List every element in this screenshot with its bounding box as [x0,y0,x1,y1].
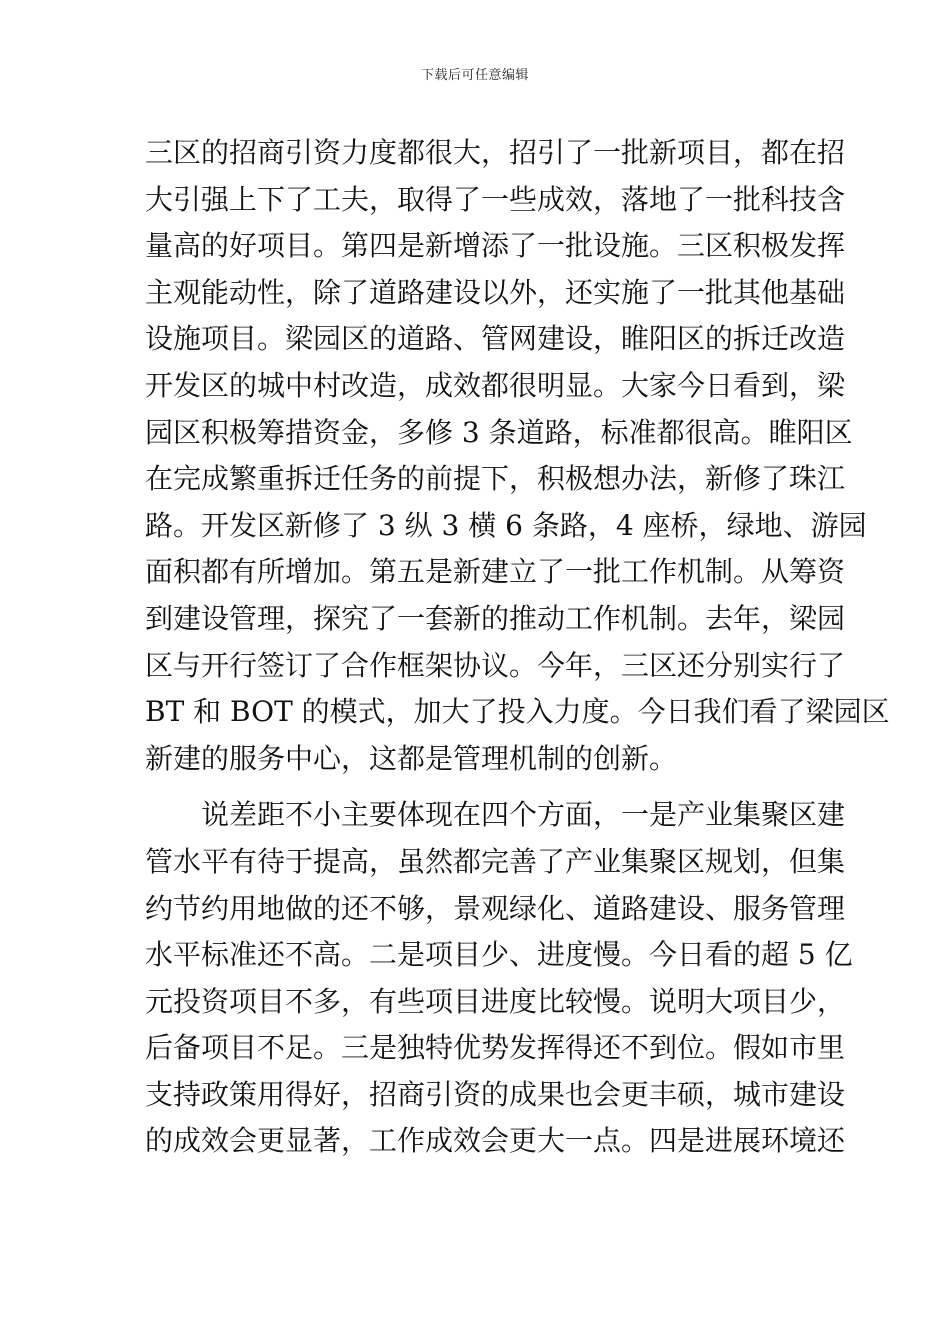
text-line: 园区积极筹措资金，多修 3 条道路，标准都很高。睢阳区 [145,415,853,449]
text-line: 三区的招商引资力度都很大，招引了一批新项目，都在招 [145,136,846,169]
text-line: 约节约用地做的还不够，景观绿化、道路建设、服务管理 [145,891,846,925]
text-line: 区与开行签订了合作框架协议。今年，三区还分别实行了 [145,648,846,682]
text-line: 主观能动性，除了道路建设以外，还实施了一批其他基础 [145,275,846,309]
text-line: 大引强上下了工夫，取得了一些成效，落地了一批科技含 [145,182,846,216]
paragraph-2 [145,792,853,1165]
text-line: 到建设管理，探究了一套新的推动工作机制。去年，梁园 [145,601,846,635]
page-header: 下载后可任意编辑 [420,68,529,83]
text-line: 元投资项目不多，有些项目进度比较慢。说明大项目少， [145,984,846,1018]
text-line: BT 和 BOT 的模式，加大了投入力度。今日我们看了梁园区 [145,695,890,729]
text-line: 后备项目不足。三是独特优势发挥得还不到位。假如市里 [145,1031,846,1065]
text-line: 说差距不小主要体现在四个方面，一是产业集聚区建 [201,798,846,832]
text-line: 量高的好项目。第四是新增添了一批设施。三区积极发挥 [145,229,846,263]
body-text [145,130,890,1165]
text-line: 设施项目。梁园区的道路、管网建设，睢阳区的拆迁改造 [145,322,846,356]
text-line: 的成效会更显著，工作成效会更大一点。四是进展环境还 [145,1124,846,1158]
text-line: 面积都有所增加。第五是新建立了一批工作机制。从筹资 [145,555,846,589]
text-line: 管水平有待于提高，虽然都完善了产业集聚区规划，但集 [145,844,846,878]
text-line: 开发区的城中村改造，成效都很明显。大家今日看到，梁 [145,368,846,402]
paragraph-1 [145,130,890,782]
text-line: 在完成繁重拆迁任务的前提下，积极想办法，新修了珠江 [145,462,846,496]
text-line: 水平标准还不高。二是项目少、进度慢。今日看的超 5 亿 [145,938,853,972]
text-line: 支持政策用得好，招商引资的成果也会更丰硕，城市建设 [145,1077,846,1111]
text-line: 新建的服务中心，这都是管理机制的创新。 [145,741,678,775]
paragraph-spacer [145,782,810,792]
text-line: 路。开发区新修了 3 纵 3 横 6 条路，4 座桥，绿地、游园 [145,508,867,542]
